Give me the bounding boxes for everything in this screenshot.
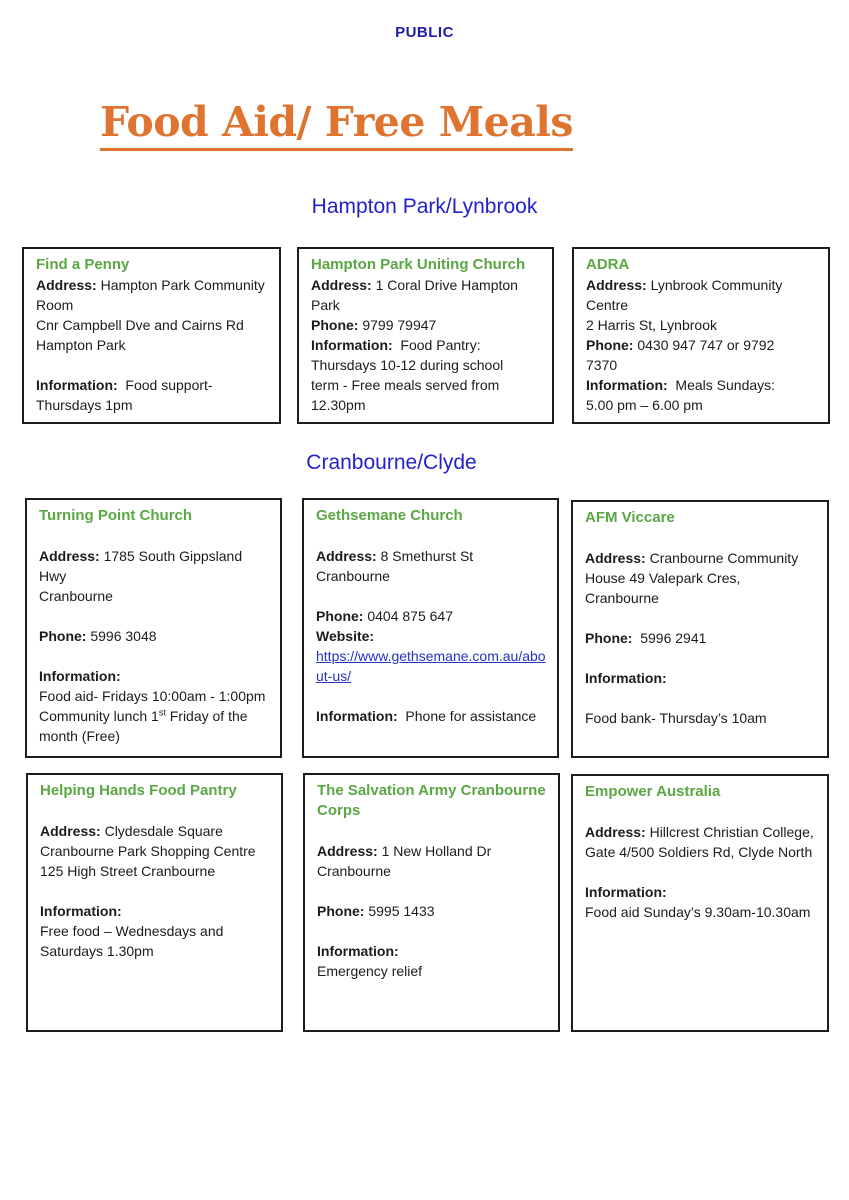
detail-line bbox=[585, 882, 817, 902]
detail-line bbox=[585, 688, 817, 708]
detail-line bbox=[39, 526, 270, 546]
field-text: 8 Smethurst St bbox=[376, 548, 474, 564]
detail-line bbox=[585, 548, 817, 568]
detail-line bbox=[585, 822, 817, 842]
org-card-adra bbox=[572, 247, 830, 424]
detail-line bbox=[316, 526, 547, 546]
org-details bbox=[317, 821, 548, 981]
detail-line bbox=[585, 842, 817, 862]
detail-line bbox=[316, 706, 547, 726]
org-card-helping-hands-food-pantry bbox=[26, 773, 283, 1032]
field-text: Centre bbox=[586, 297, 629, 313]
field-text: Cranbourne bbox=[317, 863, 391, 879]
detail-line bbox=[317, 921, 548, 941]
detail-line bbox=[316, 606, 547, 626]
detail-line bbox=[40, 861, 271, 881]
org-name: ADRA bbox=[586, 256, 630, 273]
field-text: Hampton Park bbox=[36, 337, 126, 353]
detail-line bbox=[36, 295, 269, 315]
org-name: Gethsemane Church bbox=[316, 507, 463, 524]
detail-line bbox=[585, 628, 817, 648]
detail-line bbox=[585, 902, 817, 922]
field-text: Cranbourne Community bbox=[645, 550, 799, 566]
detail-line bbox=[316, 586, 547, 606]
org-name: Find a Penny bbox=[36, 256, 130, 273]
detail-line bbox=[36, 335, 269, 355]
field-label: Address: bbox=[317, 843, 378, 859]
field-text: Cranbourne bbox=[39, 588, 113, 604]
detail-line bbox=[585, 648, 817, 668]
org-name: Helping Hands Food Pantry bbox=[40, 782, 237, 799]
detail-line bbox=[317, 861, 548, 881]
field-label: Phone: bbox=[586, 337, 634, 353]
field-text: Emergency relief bbox=[317, 963, 423, 979]
field-text: Gate 4/500 Soldiers Rd, Clyde North bbox=[585, 844, 813, 860]
detail-line bbox=[317, 821, 548, 841]
field-text: Room bbox=[36, 297, 74, 313]
detail-line bbox=[40, 821, 271, 841]
org-details bbox=[586, 275, 818, 415]
detail-line bbox=[586, 275, 818, 295]
detail-line bbox=[311, 275, 542, 295]
org-card-gethsemane-church bbox=[302, 498, 559, 758]
field-text: Food aid Sunday’s 9.30am-10.30am bbox=[585, 904, 811, 920]
detail-line bbox=[311, 335, 542, 355]
detail-line bbox=[317, 901, 548, 921]
field-text: Phone for assistance bbox=[397, 708, 537, 724]
field-text: Friday of the bbox=[165, 708, 248, 724]
detail-line bbox=[39, 546, 270, 586]
ordinal-suffix: st bbox=[158, 707, 166, 718]
field-text: Hampton Park Community bbox=[96, 277, 265, 293]
detail-line bbox=[39, 606, 270, 626]
field-text: 125 High Street Cranbourne bbox=[40, 863, 216, 879]
field-text: Food support- bbox=[117, 377, 213, 393]
detail-line bbox=[40, 841, 271, 861]
field-text: Food aid- Fridays 10:00am - 1:00pm bbox=[39, 688, 266, 704]
field-text: Park bbox=[311, 297, 340, 313]
detail-line bbox=[39, 646, 270, 666]
classification-banner: PUBLIC bbox=[395, 24, 454, 41]
field-text: Cranbourne Park Shopping Centre bbox=[40, 843, 256, 859]
field-text: Community lunch 1 bbox=[39, 708, 159, 724]
detail-line bbox=[586, 375, 818, 395]
org-name: Turning Point Church bbox=[39, 507, 193, 524]
detail-line bbox=[317, 881, 548, 901]
field-text: month (Free) bbox=[39, 728, 120, 744]
detail-line bbox=[40, 921, 271, 941]
field-text: 5996 3048 bbox=[86, 628, 157, 644]
detail-line bbox=[586, 355, 818, 375]
detail-line bbox=[585, 568, 817, 608]
field-text: Saturdays 1.30pm bbox=[40, 943, 154, 959]
detail-line bbox=[311, 355, 542, 375]
website-line bbox=[316, 646, 547, 686]
field-text: 7370 bbox=[586, 357, 618, 373]
field-label: Address: bbox=[39, 548, 100, 564]
detail-line bbox=[316, 686, 547, 706]
field-label: Phone: bbox=[39, 628, 87, 644]
org-card-turning-point-church bbox=[25, 498, 282, 758]
detail-line bbox=[40, 901, 271, 921]
field-text: 1785 South Gippsland Hwy bbox=[39, 548, 247, 584]
detail-line bbox=[586, 335, 818, 355]
detail-line bbox=[39, 726, 270, 746]
detail-line bbox=[39, 626, 270, 646]
detail-line bbox=[36, 355, 269, 375]
field-label: Address: bbox=[585, 550, 646, 566]
detail-line bbox=[40, 801, 271, 821]
field-text: 1 Coral Drive Hampton bbox=[371, 277, 518, 293]
org-card-afm-viccare bbox=[571, 500, 829, 758]
field-text: Thursdays 10-12 during school bbox=[311, 357, 504, 373]
detail-line bbox=[39, 586, 270, 606]
field-label: Address: bbox=[36, 277, 97, 293]
detail-line bbox=[36, 275, 269, 295]
detail-line bbox=[36, 395, 269, 415]
detail-line bbox=[585, 668, 817, 688]
field-label: Phone: bbox=[317, 903, 365, 919]
field-text: Thursdays 1pm bbox=[36, 397, 133, 413]
field-label: Phone: bbox=[316, 608, 364, 624]
org-details bbox=[311, 275, 542, 415]
detail-line bbox=[585, 608, 817, 628]
org-details bbox=[39, 526, 270, 746]
org-card-empower-australia bbox=[571, 774, 829, 1032]
field-text: term - Free meals served from bbox=[311, 377, 500, 393]
field-text: 9799 79947 bbox=[358, 317, 437, 333]
org-details bbox=[585, 528, 817, 728]
detail-line bbox=[316, 566, 547, 586]
org-card-salvation-army-cranbourne-corps bbox=[303, 773, 560, 1032]
detail-line bbox=[311, 315, 542, 335]
field-label: Website: bbox=[316, 628, 375, 644]
field-label: Information: bbox=[317, 943, 399, 959]
field-label: Information: bbox=[39, 668, 121, 684]
field-label: Address: bbox=[316, 548, 377, 564]
field-label: Address: bbox=[40, 823, 101, 839]
detail-line bbox=[311, 375, 542, 395]
field-label: Address: bbox=[311, 277, 372, 293]
field-label: Information: bbox=[40, 903, 122, 919]
section-heading-cranbourne-clyde: Cranbourne/Clyde bbox=[306, 451, 477, 474]
field-text: 0430 947 747 or 9792 bbox=[633, 337, 775, 353]
detail-line bbox=[317, 941, 548, 961]
page-title-wrap bbox=[100, 100, 573, 151]
org-name: Hampton Park Uniting Church bbox=[311, 256, 526, 273]
field-text: Clydesdale Square bbox=[100, 823, 223, 839]
detail-line bbox=[585, 708, 817, 728]
field-label: Information: bbox=[311, 337, 393, 353]
field-text: Meals Sundays: bbox=[667, 377, 776, 393]
website-link[interactable]: https://www.gethsemane.com.au/about-us/ bbox=[316, 648, 546, 684]
detail-line bbox=[40, 941, 271, 961]
detail-line bbox=[40, 881, 271, 901]
detail-line bbox=[316, 546, 547, 566]
field-text: House 49 Valepark Cres, Cranbourne bbox=[585, 570, 745, 606]
detail-line bbox=[39, 686, 270, 706]
field-label: Information: bbox=[585, 884, 667, 900]
field-label: Address: bbox=[585, 824, 646, 840]
detail-line bbox=[585, 862, 817, 882]
detail-line bbox=[585, 528, 817, 548]
detail-line bbox=[585, 802, 817, 822]
org-card-hampton-park-uniting-church bbox=[297, 247, 554, 424]
detail-line bbox=[39, 666, 270, 686]
field-label: Information: bbox=[586, 377, 668, 393]
field-text: Food bank- Thursday’s 10am bbox=[585, 710, 767, 726]
org-name: AFM Viccare bbox=[585, 509, 675, 526]
field-text: 5996 2941 bbox=[632, 630, 707, 646]
field-text: Cnr Campbell Dve and Cairns Rd bbox=[36, 317, 244, 333]
field-text: Lynbrook Community bbox=[646, 277, 783, 293]
field-label: Information: bbox=[585, 670, 667, 686]
org-details bbox=[36, 275, 269, 415]
detail-line bbox=[316, 626, 547, 646]
field-text: Cranbourne bbox=[316, 568, 390, 584]
field-label: Phone: bbox=[585, 630, 633, 646]
detail-line bbox=[586, 315, 818, 335]
section-heading-hampton-park-lynbrook: Hampton Park/Lynbrook bbox=[311, 195, 538, 218]
detail-line bbox=[317, 841, 548, 861]
field-label: Information: bbox=[316, 708, 398, 724]
field-text: Food Pantry: bbox=[392, 337, 481, 353]
detail-line bbox=[36, 375, 269, 395]
detail-line bbox=[317, 961, 548, 981]
org-details bbox=[585, 802, 817, 922]
field-text: Hillcrest Christian College, bbox=[645, 824, 814, 840]
field-text: Free food – Wednesdays and bbox=[40, 923, 224, 939]
field-text: 5995 1433 bbox=[364, 903, 435, 919]
field-label: Address: bbox=[586, 277, 647, 293]
field-text: 12.30pm bbox=[311, 397, 366, 413]
field-text: 1 New Holland Dr bbox=[377, 843, 492, 859]
detail-line bbox=[39, 706, 270, 726]
org-card-find-a-penny bbox=[22, 247, 281, 424]
detail-line bbox=[36, 315, 269, 335]
field-text: 0404 875 647 bbox=[363, 608, 453, 624]
detail-line bbox=[311, 295, 542, 315]
detail-line bbox=[586, 295, 818, 315]
detail-line bbox=[586, 395, 818, 415]
page-title: Food Aid/ Free Meals bbox=[100, 100, 573, 151]
org-details bbox=[40, 801, 271, 961]
field-label: Phone: bbox=[311, 317, 359, 333]
detail-line bbox=[311, 395, 542, 415]
field-text: 2 Harris St, Lynbrook bbox=[586, 317, 717, 333]
field-text: 5.00 pm – 6.00 pm bbox=[586, 397, 703, 413]
org-name: Empower Australia bbox=[585, 783, 721, 800]
org-name: The Salvation Army Cranbourne Corps bbox=[317, 782, 546, 819]
field-label: Information: bbox=[36, 377, 118, 393]
org-details bbox=[316, 526, 547, 726]
